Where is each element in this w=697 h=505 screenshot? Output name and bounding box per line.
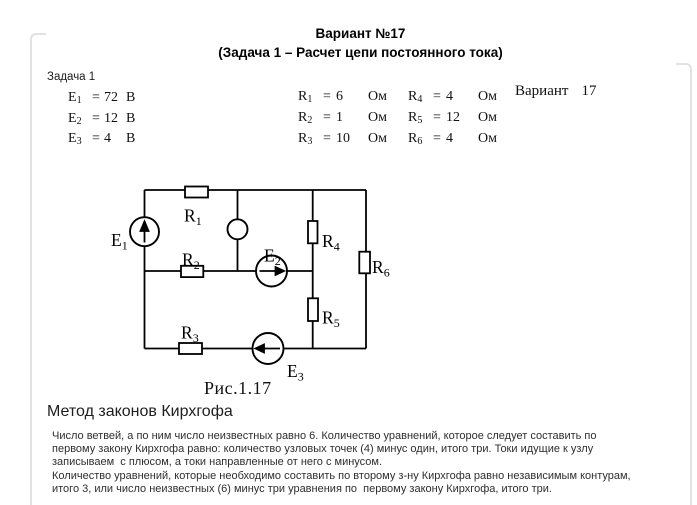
method-heading: Метод законов Кирхгофа xyxy=(47,403,233,420)
variant-label: Вариант xyxy=(515,83,569,99)
label-e1: $E_1$ xyxy=(111,230,128,253)
resistor-row-r4 xyxy=(408,89,497,105)
emf-value: 12 xyxy=(104,110,118,126)
label-r3: $R_3$ xyxy=(181,322,199,345)
emf-subscript: 3 xyxy=(76,136,82,147)
resistor-row-r6 xyxy=(408,131,497,147)
label-e2: $E_2$ xyxy=(264,245,281,268)
equals-sign: = xyxy=(433,130,441,146)
equals-sign: = xyxy=(92,90,100,105)
variant-number: 17 xyxy=(581,83,597,99)
label-r1: $R_1$ xyxy=(184,205,202,228)
resistor-symbol: R xyxy=(298,109,308,125)
resistor-symbol: R xyxy=(408,89,418,104)
resistor-symbol: R xyxy=(408,130,418,146)
resistor-unit: Ом xyxy=(478,109,497,125)
equals-sign: = xyxy=(92,110,100,126)
label-r2: $R_2$ xyxy=(182,249,200,272)
emf-values-block xyxy=(68,90,135,152)
label-e3: $E_3$ xyxy=(287,361,304,384)
emf-unit: В xyxy=(126,110,136,126)
emf-symbol: E xyxy=(68,90,77,105)
resistor-value: 12 xyxy=(446,109,460,125)
label-r6: $R_6$ xyxy=(372,257,390,280)
resistor-subscript: 6 xyxy=(417,135,423,147)
resistor-row-r3 xyxy=(298,131,387,147)
paragraph-line: первому закону Кирхгофа равно: количество узловых точек (4) минус один, итого три. Токи идущие к узлу xyxy=(52,443,594,456)
resistor-subscript: 1 xyxy=(307,94,313,105)
resistor-r6 xyxy=(359,252,370,274)
title-line-1: Вариант №17 xyxy=(315,26,406,41)
resistor-subscript: 4 xyxy=(417,94,423,105)
figure-caption: Рис.1.17 xyxy=(204,378,272,398)
paragraph-line: записываем с плюсом, а токи направленные от него с минусом. xyxy=(52,456,383,469)
emf-row-2 xyxy=(68,111,135,127)
equals-sign: = xyxy=(92,131,100,146)
label-r5: $R_5$ xyxy=(322,307,340,330)
equals-sign: = xyxy=(323,89,331,104)
label-r4: $R_4$ xyxy=(322,231,340,254)
variant-indicator xyxy=(515,83,596,100)
resistor-value: 6 xyxy=(336,89,343,104)
resistor-unit: Ом xyxy=(368,130,387,146)
resistor-symbol: R xyxy=(298,89,308,104)
resistor-r4 xyxy=(308,221,318,243)
paragraph-line: итого 3, или число неизвестных (6) минус три уравнения по первому закону Кирхгофа, итого три. xyxy=(52,482,552,495)
equals-sign: = xyxy=(433,89,441,104)
resistor-symbol: R xyxy=(298,130,308,146)
emf-row-1 xyxy=(68,90,135,106)
title-line-2: (Задача 1 – Расчет цепи постоянного тока) xyxy=(218,45,503,60)
equals-sign: = xyxy=(433,109,441,125)
resistor-unit: Ом xyxy=(368,109,387,125)
emf-value: 72 xyxy=(104,90,118,105)
page-border-right xyxy=(676,63,692,505)
resistor-value: 10 xyxy=(336,130,350,146)
resistor-symbol: R xyxy=(408,109,418,125)
unlabeled-circle-device xyxy=(228,219,248,239)
task-label: Задача 1 xyxy=(47,71,96,83)
resistor-r1 xyxy=(185,187,208,198)
resistor-unit: Ом xyxy=(478,89,497,104)
resistor-row-r1 xyxy=(298,89,387,105)
document-title xyxy=(30,24,691,62)
resistor-subscript: 5 xyxy=(417,114,423,126)
equals-sign: = xyxy=(323,130,331,146)
emf-subscript: 2 xyxy=(76,115,82,127)
resistor-value: 1 xyxy=(336,109,343,125)
resistor-unit: Ом xyxy=(368,89,387,104)
method-paragraph xyxy=(52,430,631,496)
resistor-value: 4 xyxy=(446,89,453,104)
resistor-value: 4 xyxy=(446,130,453,146)
emf-row-3 xyxy=(68,131,135,147)
emf-symbol: E xyxy=(68,131,77,146)
resistor-values-col1 xyxy=(298,89,387,151)
circuit-diagram xyxy=(100,180,400,408)
emf-value: 4 xyxy=(104,131,111,146)
emf-subscript: 1 xyxy=(76,95,82,106)
resistor-unit: Ом xyxy=(478,130,497,146)
paragraph-line: Количество уравнений, которые необходимо составить по второму з-ну Кирхгофа равно независимым контурам, xyxy=(52,469,631,482)
resistor-row-r5 xyxy=(408,110,497,126)
resistor-subscript: 2 xyxy=(307,114,313,126)
resistor-subscript: 3 xyxy=(307,135,313,147)
emf-unit: В xyxy=(126,131,136,146)
resistor-values-col2 xyxy=(408,89,497,151)
resistor-r5 xyxy=(308,298,318,321)
equals-sign: = xyxy=(323,109,331,125)
resistor-row-r2 xyxy=(298,110,387,126)
page-border-left xyxy=(30,33,46,505)
paragraph-line: Число ветвей, а по ним число неизвестных равно 6. Количество уравнений, которое следует составить по xyxy=(52,430,597,442)
emf-unit: В xyxy=(126,90,136,105)
emf-symbol: E xyxy=(68,110,77,126)
